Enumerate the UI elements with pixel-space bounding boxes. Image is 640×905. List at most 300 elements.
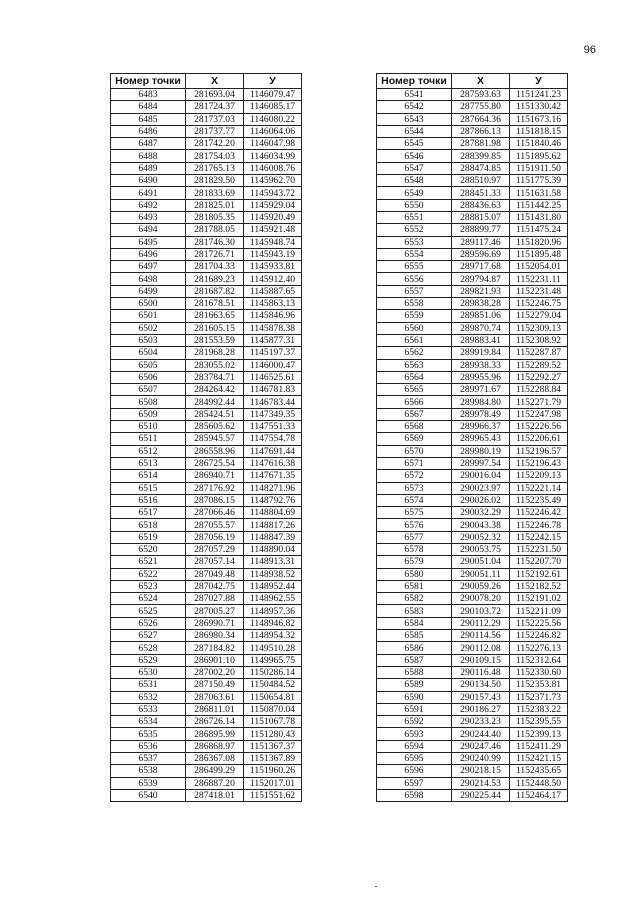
cell-x: 290186.27: [452, 703, 510, 715]
table-row: [377, 396, 568, 408]
cell-point-number: 6493: [111, 211, 186, 223]
cell-y: 1148913.31: [244, 556, 302, 568]
cell-x: 287086.15: [186, 494, 244, 506]
cell-x: 281678.51: [186, 298, 244, 310]
cell-x: 290016.04: [452, 470, 510, 482]
header-x: X: [186, 74, 244, 89]
cell-x: 281724.37: [186, 101, 244, 113]
table-row: [377, 334, 568, 346]
cell-point-number: 6572: [377, 470, 452, 482]
cell-y: 1152231.48: [510, 285, 568, 297]
cell-point-number: 6573: [377, 482, 452, 494]
coordinates-table-left: [110, 73, 302, 802]
table-row: [111, 728, 302, 740]
cell-point-number: 6565: [377, 384, 452, 396]
table-row: [377, 236, 568, 248]
cell-point-number: 6500: [111, 298, 186, 310]
cell-y: 1152209.13: [510, 470, 568, 482]
cell-point-number: 6499: [111, 285, 186, 297]
table-row: [111, 211, 302, 223]
cell-x: 281825.01: [186, 199, 244, 211]
table-row: [111, 322, 302, 334]
cell-y: 1145962.70: [244, 175, 302, 187]
cell-point-number: 6574: [377, 494, 452, 506]
cell-y: 1151442.25: [510, 199, 568, 211]
cell-point-number: 6570: [377, 445, 452, 457]
cell-y: 1148847.39: [244, 531, 302, 543]
cell-x: 284992.44: [186, 396, 244, 408]
cell-point-number: 6584: [377, 617, 452, 629]
table-row: [377, 211, 568, 223]
cell-x: 289955.96: [452, 371, 510, 383]
table-row: [377, 482, 568, 494]
cell-point-number: 6483: [111, 89, 186, 101]
cell-x: 286980.34: [186, 630, 244, 642]
cell-point-number: 6496: [111, 248, 186, 260]
cell-x: 286887.20: [186, 777, 244, 789]
cell-y: 1152279.04: [510, 310, 568, 322]
cell-x: 286901.10: [186, 654, 244, 666]
cell-x: 281805.35: [186, 211, 244, 223]
cell-point-number: 6518: [111, 519, 186, 531]
cell-x: 281737.77: [186, 125, 244, 137]
cell-point-number: 6516: [111, 494, 186, 506]
cell-point-number: 6517: [111, 507, 186, 519]
cell-y: 1152235.49: [510, 494, 568, 506]
cell-x: 289821.93: [452, 285, 510, 297]
cell-y: 1146008.76: [244, 162, 302, 174]
page-number: 96: [583, 44, 596, 56]
header-point-number: Номер точки: [377, 74, 452, 89]
table-row: [111, 371, 302, 383]
cell-y: 1149965.75: [244, 654, 302, 666]
cell-point-number: 6504: [111, 347, 186, 359]
cell-y: 1152330.60: [510, 666, 568, 678]
cell-point-number: 6556: [377, 273, 452, 285]
table-row: [377, 679, 568, 691]
cell-point-number: 6577: [377, 531, 452, 543]
cell-y: 1152242.15: [510, 531, 568, 543]
cell-y: 1148804.69: [244, 507, 302, 519]
cell-x: 290051.11: [452, 568, 510, 580]
cell-point-number: 6490: [111, 175, 186, 187]
table-row: [111, 507, 302, 519]
cell-y: 1145912.40: [244, 273, 302, 285]
cell-point-number: 6591: [377, 703, 452, 715]
table-row: [111, 125, 302, 137]
cell-y: 1151367.37: [244, 740, 302, 752]
cell-point-number: 6528: [111, 642, 186, 654]
cell-x: 289971.67: [452, 384, 510, 396]
table-row: [111, 433, 302, 445]
cell-x: 288815.07: [452, 211, 510, 223]
cell-point-number: 6488: [111, 150, 186, 162]
cell-x: 288474.85: [452, 162, 510, 174]
cell-x: 281746.30: [186, 236, 244, 248]
cell-y: 1145920.49: [244, 211, 302, 223]
cell-x: 287664.36: [452, 113, 510, 125]
table-row: [111, 445, 302, 457]
cell-y: 1152182.52: [510, 580, 568, 592]
cell-x: 281765.13: [186, 162, 244, 174]
cell-point-number: 6594: [377, 740, 452, 752]
cell-point-number: 6495: [111, 236, 186, 248]
cell-point-number: 6514: [111, 470, 186, 482]
table-row: [377, 113, 568, 125]
table-row: [111, 261, 302, 273]
cell-x: 281788.05: [186, 224, 244, 236]
cell-x: 290225.44: [452, 789, 510, 801]
cell-point-number: 6559: [377, 310, 452, 322]
table-row: [377, 248, 568, 260]
table-row: [111, 310, 302, 322]
cell-point-number: 6566: [377, 396, 452, 408]
cell-y: 1152226.56: [510, 421, 568, 433]
cell-y: 1151818.15: [510, 125, 568, 137]
cell-point-number: 6561: [377, 334, 452, 346]
table-header-row: [377, 74, 568, 89]
cell-x: 290032.29: [452, 507, 510, 519]
cell-x: 287063.61: [186, 691, 244, 703]
table-body-left: [111, 89, 302, 802]
cell-point-number: 6590: [377, 691, 452, 703]
cell-x: 287176.92: [186, 482, 244, 494]
table-row: [377, 322, 568, 334]
cell-y: 1152448.50: [510, 777, 568, 789]
table-row: [111, 519, 302, 531]
cell-y: 1151631.58: [510, 187, 568, 199]
table-row: [377, 162, 568, 174]
cell-y: 1148957.36: [244, 605, 302, 617]
table-row: [377, 777, 568, 789]
table-row: [111, 556, 302, 568]
cell-y: 1151551.62: [244, 789, 302, 801]
table-row: [377, 753, 568, 765]
cell-y: 1152246.82: [510, 630, 568, 642]
cell-point-number: 6497: [111, 261, 186, 273]
cell-y: 1152196.57: [510, 445, 568, 457]
cell-point-number: 6508: [111, 396, 186, 408]
cell-y: 1148792.76: [244, 494, 302, 506]
cell-point-number: 6520: [111, 543, 186, 555]
cell-point-number: 6563: [377, 359, 452, 371]
table-row: [111, 777, 302, 789]
cell-point-number: 6582: [377, 593, 452, 605]
cell-y: 1152246.78: [510, 519, 568, 531]
cell-y: 1151367.89: [244, 753, 302, 765]
table-row: [111, 531, 302, 543]
table-row: [111, 753, 302, 765]
table-row: [377, 421, 568, 433]
cell-y: 1152288.84: [510, 384, 568, 396]
cell-x: 287057.29: [186, 543, 244, 555]
cell-point-number: 6526: [111, 617, 186, 629]
table-row: [111, 150, 302, 162]
cell-point-number: 6598: [377, 789, 452, 801]
cell-point-number: 6552: [377, 224, 452, 236]
table-row: [377, 507, 568, 519]
cell-point-number: 6580: [377, 568, 452, 580]
table-row: [111, 248, 302, 260]
cell-point-number: 6579: [377, 556, 452, 568]
cell-x: 281737.03: [186, 113, 244, 125]
cell-y: 1145933.81: [244, 261, 302, 273]
cell-point-number: 6527: [111, 630, 186, 642]
cell-point-number: 6545: [377, 138, 452, 150]
cell-point-number: 6533: [111, 703, 186, 715]
table-row: [377, 371, 568, 383]
table-row: [111, 580, 302, 592]
table-row: [111, 630, 302, 642]
table-row: [111, 593, 302, 605]
table-row: [377, 150, 568, 162]
table-row: [111, 101, 302, 113]
cell-y: 1147554.78: [244, 433, 302, 445]
cell-y: 1152191.02: [510, 593, 568, 605]
cell-x: 281829.50: [186, 175, 244, 187]
cell-point-number: 6567: [377, 408, 452, 420]
cell-x: 289838.28: [452, 298, 510, 310]
cell-point-number: 6489: [111, 162, 186, 174]
cell-y: 1152308.92: [510, 334, 568, 346]
table-row: [377, 580, 568, 592]
cell-x: 289978.49: [452, 408, 510, 420]
cell-x: 290026.02: [452, 494, 510, 506]
cell-y: 1145887.65: [244, 285, 302, 297]
cell-y: 1147616.38: [244, 457, 302, 469]
coordinates-table-right: [376, 73, 568, 802]
cell-point-number: 6507: [111, 384, 186, 396]
cell-point-number: 6586: [377, 642, 452, 654]
cell-x: 288451.33: [452, 187, 510, 199]
cell-x: 286367.08: [186, 753, 244, 765]
table-row: [377, 359, 568, 371]
cell-x: 281689.23: [186, 273, 244, 285]
cell-x: 290109.15: [452, 654, 510, 666]
cell-point-number: 6539: [111, 777, 186, 789]
cell-point-number: 6543: [377, 113, 452, 125]
cell-x: 281663.65: [186, 310, 244, 322]
table-row: [111, 679, 302, 691]
cell-x: 289870.74: [452, 322, 510, 334]
cell-y: 1151960.26: [244, 765, 302, 777]
cell-point-number: 6534: [111, 716, 186, 728]
cell-point-number: 6519: [111, 531, 186, 543]
cell-point-number: 6550: [377, 199, 452, 211]
cell-x: 289851.06: [452, 310, 510, 322]
cell-x: 290043.38: [452, 519, 510, 531]
cell-y: 1148938.52: [244, 568, 302, 580]
cell-y: 1152276.13: [510, 642, 568, 654]
cell-point-number: 6549: [377, 187, 452, 199]
cell-x: 281553.59: [186, 334, 244, 346]
cell-x: 287005.27: [186, 605, 244, 617]
cell-y: 1151067.78: [244, 716, 302, 728]
cell-point-number: 6505: [111, 359, 186, 371]
cell-x: 283784.71: [186, 371, 244, 383]
cell-y: 1152464.17: [510, 789, 568, 801]
cell-x: 288399.85: [452, 150, 510, 162]
cell-y: 1151280.43: [244, 728, 302, 740]
table-row: [377, 691, 568, 703]
cell-y: 1152231.11: [510, 273, 568, 285]
cell-point-number: 6510: [111, 421, 186, 433]
cell-point-number: 6485: [111, 113, 186, 125]
cell-y: 1151840.46: [510, 138, 568, 150]
cell-y: 1152247.98: [510, 408, 568, 420]
cell-point-number: 6568: [377, 421, 452, 433]
cell-y: 1151241.23: [510, 89, 568, 101]
cell-point-number: 6548: [377, 175, 452, 187]
cell-point-number: 6576: [377, 519, 452, 531]
table-row: [377, 175, 568, 187]
table-row: [377, 199, 568, 211]
cell-y: 1145948.74: [244, 236, 302, 248]
cell-y: 1152192.61: [510, 568, 568, 580]
table-row: [377, 765, 568, 777]
cell-x: 287066.46: [186, 507, 244, 519]
cell-y: 1152395.55: [510, 716, 568, 728]
table-row: [111, 470, 302, 482]
cell-point-number: 6530: [111, 666, 186, 678]
table-row: [377, 445, 568, 457]
cell-point-number: 6501: [111, 310, 186, 322]
cell-y: 1151775.39: [510, 175, 568, 187]
table-row: [111, 421, 302, 433]
cell-x: 290157.43: [452, 691, 510, 703]
cell-point-number: 6486: [111, 125, 186, 137]
cell-x: 289965.43: [452, 433, 510, 445]
cell-y: 1152225.56: [510, 617, 568, 629]
cell-x: 289117.46: [452, 236, 510, 248]
table-row: [111, 89, 302, 101]
cell-x: 286726.14: [186, 716, 244, 728]
cell-point-number: 6583: [377, 605, 452, 617]
cell-x: 287150.49: [186, 679, 244, 691]
table-row: [377, 101, 568, 113]
table-row: [111, 494, 302, 506]
cell-y: 1146047.98: [244, 138, 302, 150]
cell-y: 1152054.01: [510, 261, 568, 273]
table-row: [111, 654, 302, 666]
table-row: [377, 298, 568, 310]
cell-y: 1150654.81: [244, 691, 302, 703]
cell-x: 287057.14: [186, 556, 244, 568]
table-row: [111, 359, 302, 371]
cell-x: 288436.63: [452, 199, 510, 211]
cell-y: 1146034.99: [244, 150, 302, 162]
table-row: [377, 457, 568, 469]
cell-point-number: 6531: [111, 679, 186, 691]
table-row: [377, 470, 568, 482]
cell-y: 1152246.42: [510, 507, 568, 519]
cell-y: 1152207.70: [510, 556, 568, 568]
cell-point-number: 6538: [111, 765, 186, 777]
cell-y: 1152271.79: [510, 396, 568, 408]
cell-point-number: 6498: [111, 273, 186, 285]
cell-x: 290116.48: [452, 666, 510, 678]
table-row: [377, 630, 568, 642]
header-y: У: [510, 74, 568, 89]
cell-y: 1145943.19: [244, 248, 302, 260]
cell-x: 287418.01: [186, 789, 244, 801]
cell-x: 290112.08: [452, 642, 510, 654]
table-row: [377, 740, 568, 752]
cell-point-number: 6544: [377, 125, 452, 137]
cell-y: 1152211.09: [510, 605, 568, 617]
cell-y: 1148271.96: [244, 482, 302, 494]
cell-point-number: 6521: [111, 556, 186, 568]
cell-y: 1146079.47: [244, 89, 302, 101]
table-row: [377, 666, 568, 678]
cell-y: 1147551.33: [244, 421, 302, 433]
table-row: [111, 482, 302, 494]
cell-point-number: 6494: [111, 224, 186, 236]
table-row: [111, 113, 302, 125]
table-row: [377, 224, 568, 236]
table-row: [377, 593, 568, 605]
table-row: [111, 199, 302, 211]
table-row: [377, 125, 568, 137]
cell-x: 281833.69: [186, 187, 244, 199]
cell-y: 1146080.22: [244, 113, 302, 125]
cell-x: 287184.82: [186, 642, 244, 654]
table-row: [377, 605, 568, 617]
cell-y: 1148890.04: [244, 543, 302, 555]
cell-point-number: 6587: [377, 654, 452, 666]
cell-point-number: 6569: [377, 433, 452, 445]
cell-point-number: 6592: [377, 716, 452, 728]
table-row: [377, 642, 568, 654]
table-row: [377, 408, 568, 420]
cell-x: 290023.97: [452, 482, 510, 494]
cell-x: 286811.01: [186, 703, 244, 715]
table-row: [111, 285, 302, 297]
cell-x: 284264.42: [186, 384, 244, 396]
table-row: [377, 433, 568, 445]
cell-point-number: 6597: [377, 777, 452, 789]
cell-x: 286940.71: [186, 470, 244, 482]
header-x: X: [452, 74, 510, 89]
cell-y: 1145878.38: [244, 322, 302, 334]
table-row: [377, 654, 568, 666]
cell-point-number: 6525: [111, 605, 186, 617]
table-row: [377, 285, 568, 297]
table-row: [111, 224, 302, 236]
cell-y: 1145921.48: [244, 224, 302, 236]
cell-point-number: 6537: [111, 753, 186, 765]
table-row: [377, 347, 568, 359]
cell-point-number: 6542: [377, 101, 452, 113]
cell-y: 1152017.01: [244, 777, 302, 789]
cell-x: 281754.03: [186, 150, 244, 162]
cell-point-number: 6511: [111, 433, 186, 445]
cell-y: 1145197.37: [244, 347, 302, 359]
cell-x: 285945.57: [186, 433, 244, 445]
cell-x: 287049.48: [186, 568, 244, 580]
cell-y: 1148954.32: [244, 630, 302, 642]
cell-y: 1151673.16: [510, 113, 568, 125]
cell-x: 281687.82: [186, 285, 244, 297]
cell-y: 1152292.27: [510, 371, 568, 383]
cell-y: 1152399.13: [510, 728, 568, 740]
table-header-row: [111, 74, 302, 89]
cell-y: 1146085.17: [244, 101, 302, 113]
cell-x: 290103.72: [452, 605, 510, 617]
cell-x: 289938.33: [452, 359, 510, 371]
cell-x: 289919.84: [452, 347, 510, 359]
cell-x: 290052.32: [452, 531, 510, 543]
